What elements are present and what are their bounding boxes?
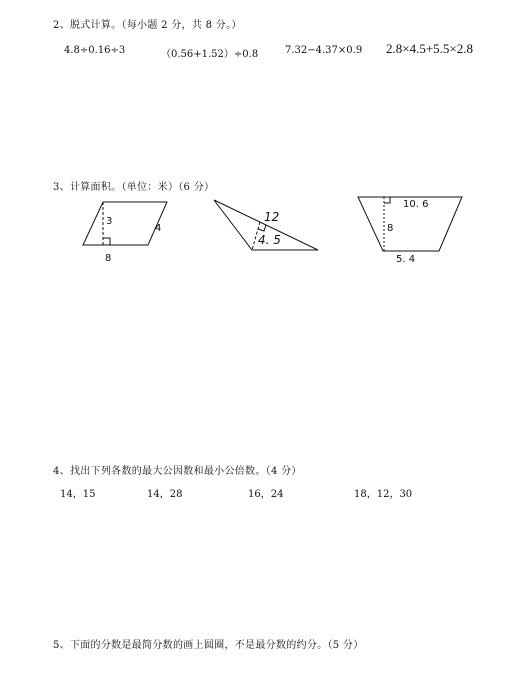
calc-problem-1: 4.8÷0.16÷3 [64, 45, 126, 56]
parallelogram-base-label: 8 [105, 253, 112, 264]
section-4-heading: 4、找出下列各数的最大公因数和最小公倍数。（4 分） [53, 466, 302, 477]
trapezoid-top-label: 10. 6 [403, 199, 429, 210]
section-5-heading: 5、下面的分数是最简分数的画上圆圈，不是最分数的约分。（5 分） [53, 640, 364, 651]
parallelogram-figure [83, 202, 167, 264]
triangle-figure [214, 200, 318, 250]
parallelogram-height-label: 3 [106, 216, 113, 227]
calc-problem-3: 7.32−4.37×0.9 [285, 45, 363, 56]
triangle-height-label: 4. 5 [258, 233, 281, 247]
number-group-4: 18，12，30 [354, 489, 413, 500]
trapezoid-height-label: 8 [387, 223, 394, 234]
calc-problem-4: 2.8×4.5+5.5×2.8 [386, 41, 473, 56]
parallelogram-side-label: 4 [155, 223, 162, 234]
number-group-1: 14，15 [60, 489, 96, 500]
number-group-2: 14，28 [147, 489, 183, 500]
triangle-side-label: 12 [264, 210, 280, 224]
trapezoid-bottom-label: 5. 4 [396, 254, 416, 265]
calc-problem-2: （0.56+1.52）÷0.8 [161, 49, 259, 60]
section-3-heading: 3、计算面积。（单位：米）（6 分） [53, 182, 215, 193]
section-2-heading: 2、脱式计算。（每小题 2 分，共 8 分。） [53, 20, 242, 31]
number-group-3: 16，24 [248, 489, 284, 500]
trapezoid-figure [358, 197, 462, 265]
